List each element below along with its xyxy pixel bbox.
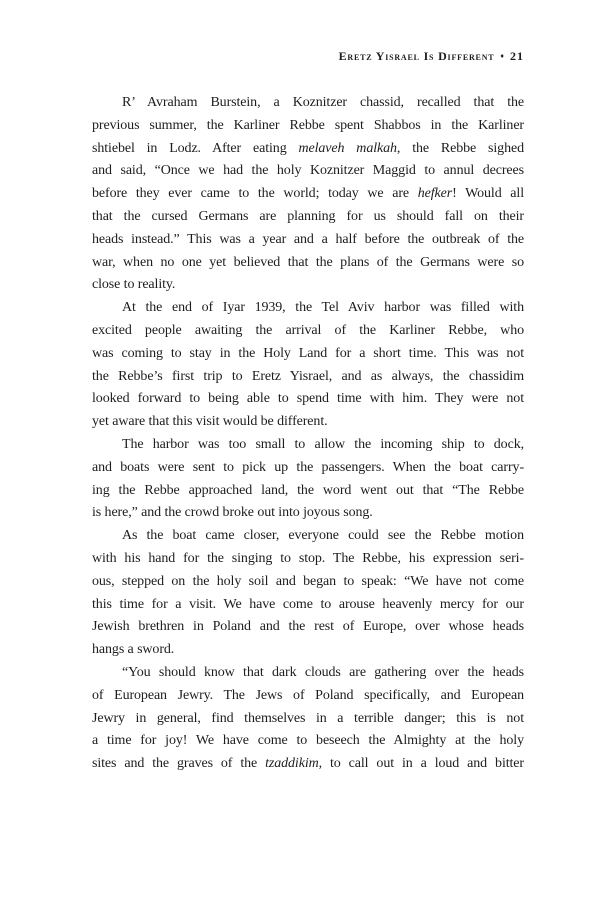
text-line: ous, stepped on the holy soil and began to speak: “We have not come (92, 573, 524, 589)
text-line: hangs a sword. (92, 642, 175, 658)
text-line: “You should know that dark clouds are gathering over the heads (122, 664, 524, 680)
text-line: yet aware that this visit would be different. (92, 414, 328, 430)
paragraph (92, 662, 524, 776)
text-line: before they ever came to the world; today we are hefker! Would all (92, 186, 524, 202)
text-line: ing the Rebbe approached land, the word went out that “The Rebbe (92, 482, 524, 498)
text-line: the Rebbe’s first trip to Eretz Yisrael, and as always, the chassidim (92, 368, 524, 384)
text-line: The harbor was too small to allow the incoming ship to dock, (122, 436, 524, 452)
text-line: this time for a visit. We have come to arouse heavenly mercy for our (92, 596, 524, 612)
text-line: was coming to stay in the Holy Land for a short time. This was not (92, 345, 524, 361)
text-line: shtiebel in Lodz. After eating melaveh malkah, the Rebbe sighed (92, 140, 524, 156)
running-header (92, 49, 524, 64)
text-line: of European Jewry. The Jews of Poland specifically, and European (92, 687, 524, 703)
text-line: and said, “Once we had the holy Koznitzer Maggid to annul decrees (92, 163, 524, 179)
text-line: As the boat came closer, everyone could see the Rebbe motion (122, 528, 524, 544)
text-line: previous summer, the Karliner Rebbe spent Shabbos in the Karliner (92, 117, 524, 133)
text-line: and boats were sent to pick up the passengers. When the boat carry- (92, 459, 524, 475)
text-line: with his hand for the singing to stop. The Rebbe, his expression seri- (92, 550, 524, 566)
text-line: Jewish brethren in Poland and the rest of Europe, over whose heads (92, 619, 524, 635)
text-line: Jewry in general, find themselves in a terrible danger; this is not (92, 710, 524, 726)
text-line: a time for joy! We have come to beseech the Almighty at the holy (92, 733, 524, 749)
text-line: close to reality. (92, 277, 176, 293)
chapter-title: Eretz Yisrael Is Different (338, 49, 495, 63)
text-line: looked forward to being able to spend time with him. They were not (92, 391, 524, 407)
text-line: heads instead.” This was a year and a half before the outbreak of the (92, 231, 524, 247)
text-line: At the end of Iyar 1939, the Tel Aviv harbor was filled with (122, 300, 524, 316)
text-line: excited people awaiting the arrival of the Karliner Rebbe, who (92, 322, 524, 338)
text-line: war, when no one yet believed that the plans of the Germans were so (92, 254, 524, 270)
text-line: that the cursed Germans are planning for us should fall on their (92, 208, 524, 224)
body-text (92, 92, 524, 776)
paragraph (92, 297, 524, 434)
text-line: R’ Avraham Burstein, a Koznitzer chassid, recalled that the (122, 95, 524, 110)
text-line: is here,” and the crowd broke out into joyous song. (92, 505, 373, 521)
text-line: sites and the graves of the tzaddikim, to call out in a loud and bitter (92, 756, 524, 772)
paragraph (92, 434, 524, 525)
page-number: 21 (510, 49, 524, 63)
diamond-separator-icon: ♦ (500, 52, 504, 60)
paragraph (92, 525, 524, 662)
paragraph (92, 92, 524, 297)
